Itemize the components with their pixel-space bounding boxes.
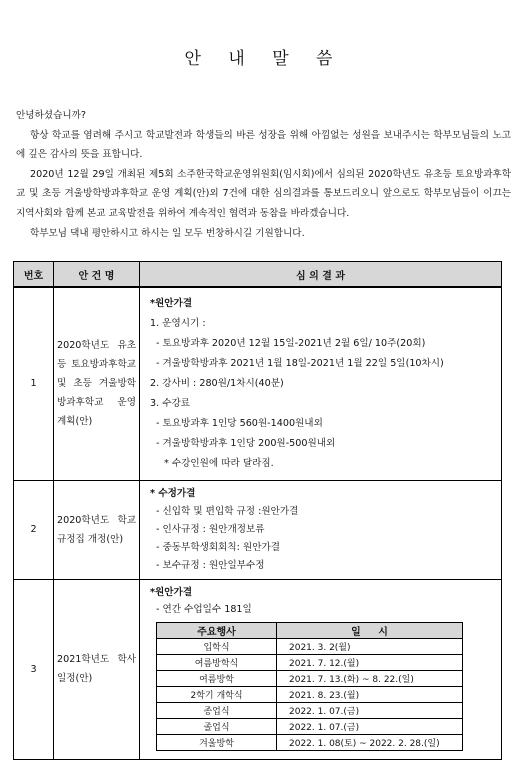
intro-section — [16, 106, 511, 243]
table-header-row — [14, 262, 502, 288]
table-row — [14, 579, 502, 759]
schedule-event: 2학기 개학식 — [157, 686, 277, 702]
schedule-date: 2021. 7. 12.(월) — [277, 654, 463, 670]
schedule-date: 2021. 3. 2(월) — [277, 638, 463, 654]
schedule-event: 여름방학식 — [157, 654, 277, 670]
schedule-date: 2022. 1. 07.(금) — [277, 702, 463, 718]
header-number: 번호 — [14, 262, 54, 288]
schedule-event: 여름방학 — [157, 670, 277, 686]
intro-paragraph-1: 항상 학교를 염려해 주시고 학교발전과 학생들의 바른 성장을 위해 아낌없는 성원을 보내주시는 학부모님들의 노고에 깊은 감사의 뜻을 표합니다. — [16, 129, 511, 161]
page-title: 안 내 말 씀 — [184, 49, 344, 69]
schedule-table — [156, 622, 463, 751]
result-line: - 중동부학생회회칙: 원안가결 — [156, 541, 281, 553]
schedule-event: 입학식 — [157, 638, 277, 654]
schedule-event: 졸업식 — [157, 718, 277, 734]
result-line: - 겨울방학방과후 1인당 200원-500원내외 — [156, 437, 336, 449]
result-verdict: *원안가결 — [150, 586, 193, 598]
result-note: * 수강인원에 따라 달라짐. — [164, 457, 274, 469]
schedule-header-row — [157, 622, 463, 638]
header-agenda: 안 건 명 — [54, 262, 140, 288]
intro-closing: 학부모님 댁내 평안하시고 하시는 일 모두 번창하시길 기원합니다. — [30, 227, 305, 239]
schedule-row — [157, 670, 463, 686]
row-number: 1 — [14, 287, 54, 480]
results-table — [13, 261, 502, 760]
schedule-date: 2021. 7. 13.(화) ~ 8. 22.(일) — [277, 670, 463, 686]
agenda-name: 2020학년도 학교규정집 개정(안) — [54, 480, 140, 579]
schedule-row — [157, 638, 463, 654]
schedule-date: 2022. 1. 08(토) ~ 2022. 2. 28.(일) — [277, 734, 463, 750]
result-cell — [140, 579, 502, 759]
result-line: - 신입학 및 편입학 규정 :원안가결 — [156, 505, 299, 517]
result-line: 3. 수강료 — [150, 397, 191, 409]
agenda-name: 2021학년도 학사일정(안) — [54, 579, 140, 759]
schedule-row — [157, 718, 463, 734]
result-line: - 토요방과후 1인당 560원-1400원내외 — [156, 417, 323, 429]
result-line: - 보수규정 : 원안일부수정 — [156, 559, 265, 571]
row-number: 3 — [14, 579, 54, 759]
result-verdict: *원안가결 — [150, 297, 193, 309]
result-verdict: * 수정가결 — [150, 487, 196, 499]
result-line: 2. 강사비 : 280원/1차시(40분) — [150, 377, 284, 389]
table-row — [14, 287, 502, 480]
schedule-header-date: 일 시 — [277, 622, 463, 638]
result-line: - 토요방과후 2020년 12월 15일-2021년 2월 6일/ 10주(20회) — [156, 337, 426, 349]
table-row — [14, 480, 502, 579]
schedule-event: 종업식 — [157, 702, 277, 718]
row-number: 2 — [14, 480, 54, 579]
schedule-row — [157, 734, 463, 750]
result-line: 1. 운영시기 : — [150, 317, 206, 329]
intro-paragraph-2: 2020년 12월 29일 개최된 제5회 소주한국학교운영위원회(임시회)에서 심의된 2020학년도 유초등 토요방과후학교 및 초등 겨울방학방과후학교 운영 계획(안)외 7건에 대한 심의결과를 통보드리오니 앞으로도 학부모님들이 이끄는 지역사회와 함께 본교 교육발전을 위하여 계속적인 협력과 동참을 바라겠습니다. — [16, 168, 511, 219]
schedule-date: 2021. 8. 23.(월) — [277, 686, 463, 702]
schedule-row — [157, 654, 463, 670]
result-line: - 겨울방학방과후 2021년 1월 18일-2021년 1월 22일 5일(10차시) — [156, 357, 444, 369]
result-cell — [140, 287, 502, 480]
schedule-row — [157, 702, 463, 718]
schedule-header-event: 주요행사 — [157, 622, 277, 638]
schedule-event: 겨울방학 — [157, 734, 277, 750]
agenda-name: 2020학년도 유초등 토요방과후학교 및 초등 겨울방학 방과후학교 운영 계획(안) — [54, 287, 140, 480]
header-result: 심 의 결 과 — [140, 262, 502, 288]
schedule-row — [157, 686, 463, 702]
greeting: 안녕하셨습니까? — [16, 110, 86, 121]
result-line: - 연간 수업일수 181일 — [156, 603, 252, 615]
result-line: - 인사규정 : 원안개정보류 — [156, 523, 265, 535]
result-cell — [140, 480, 502, 579]
schedule-date: 2022. 1. 07.(금) — [277, 718, 463, 734]
